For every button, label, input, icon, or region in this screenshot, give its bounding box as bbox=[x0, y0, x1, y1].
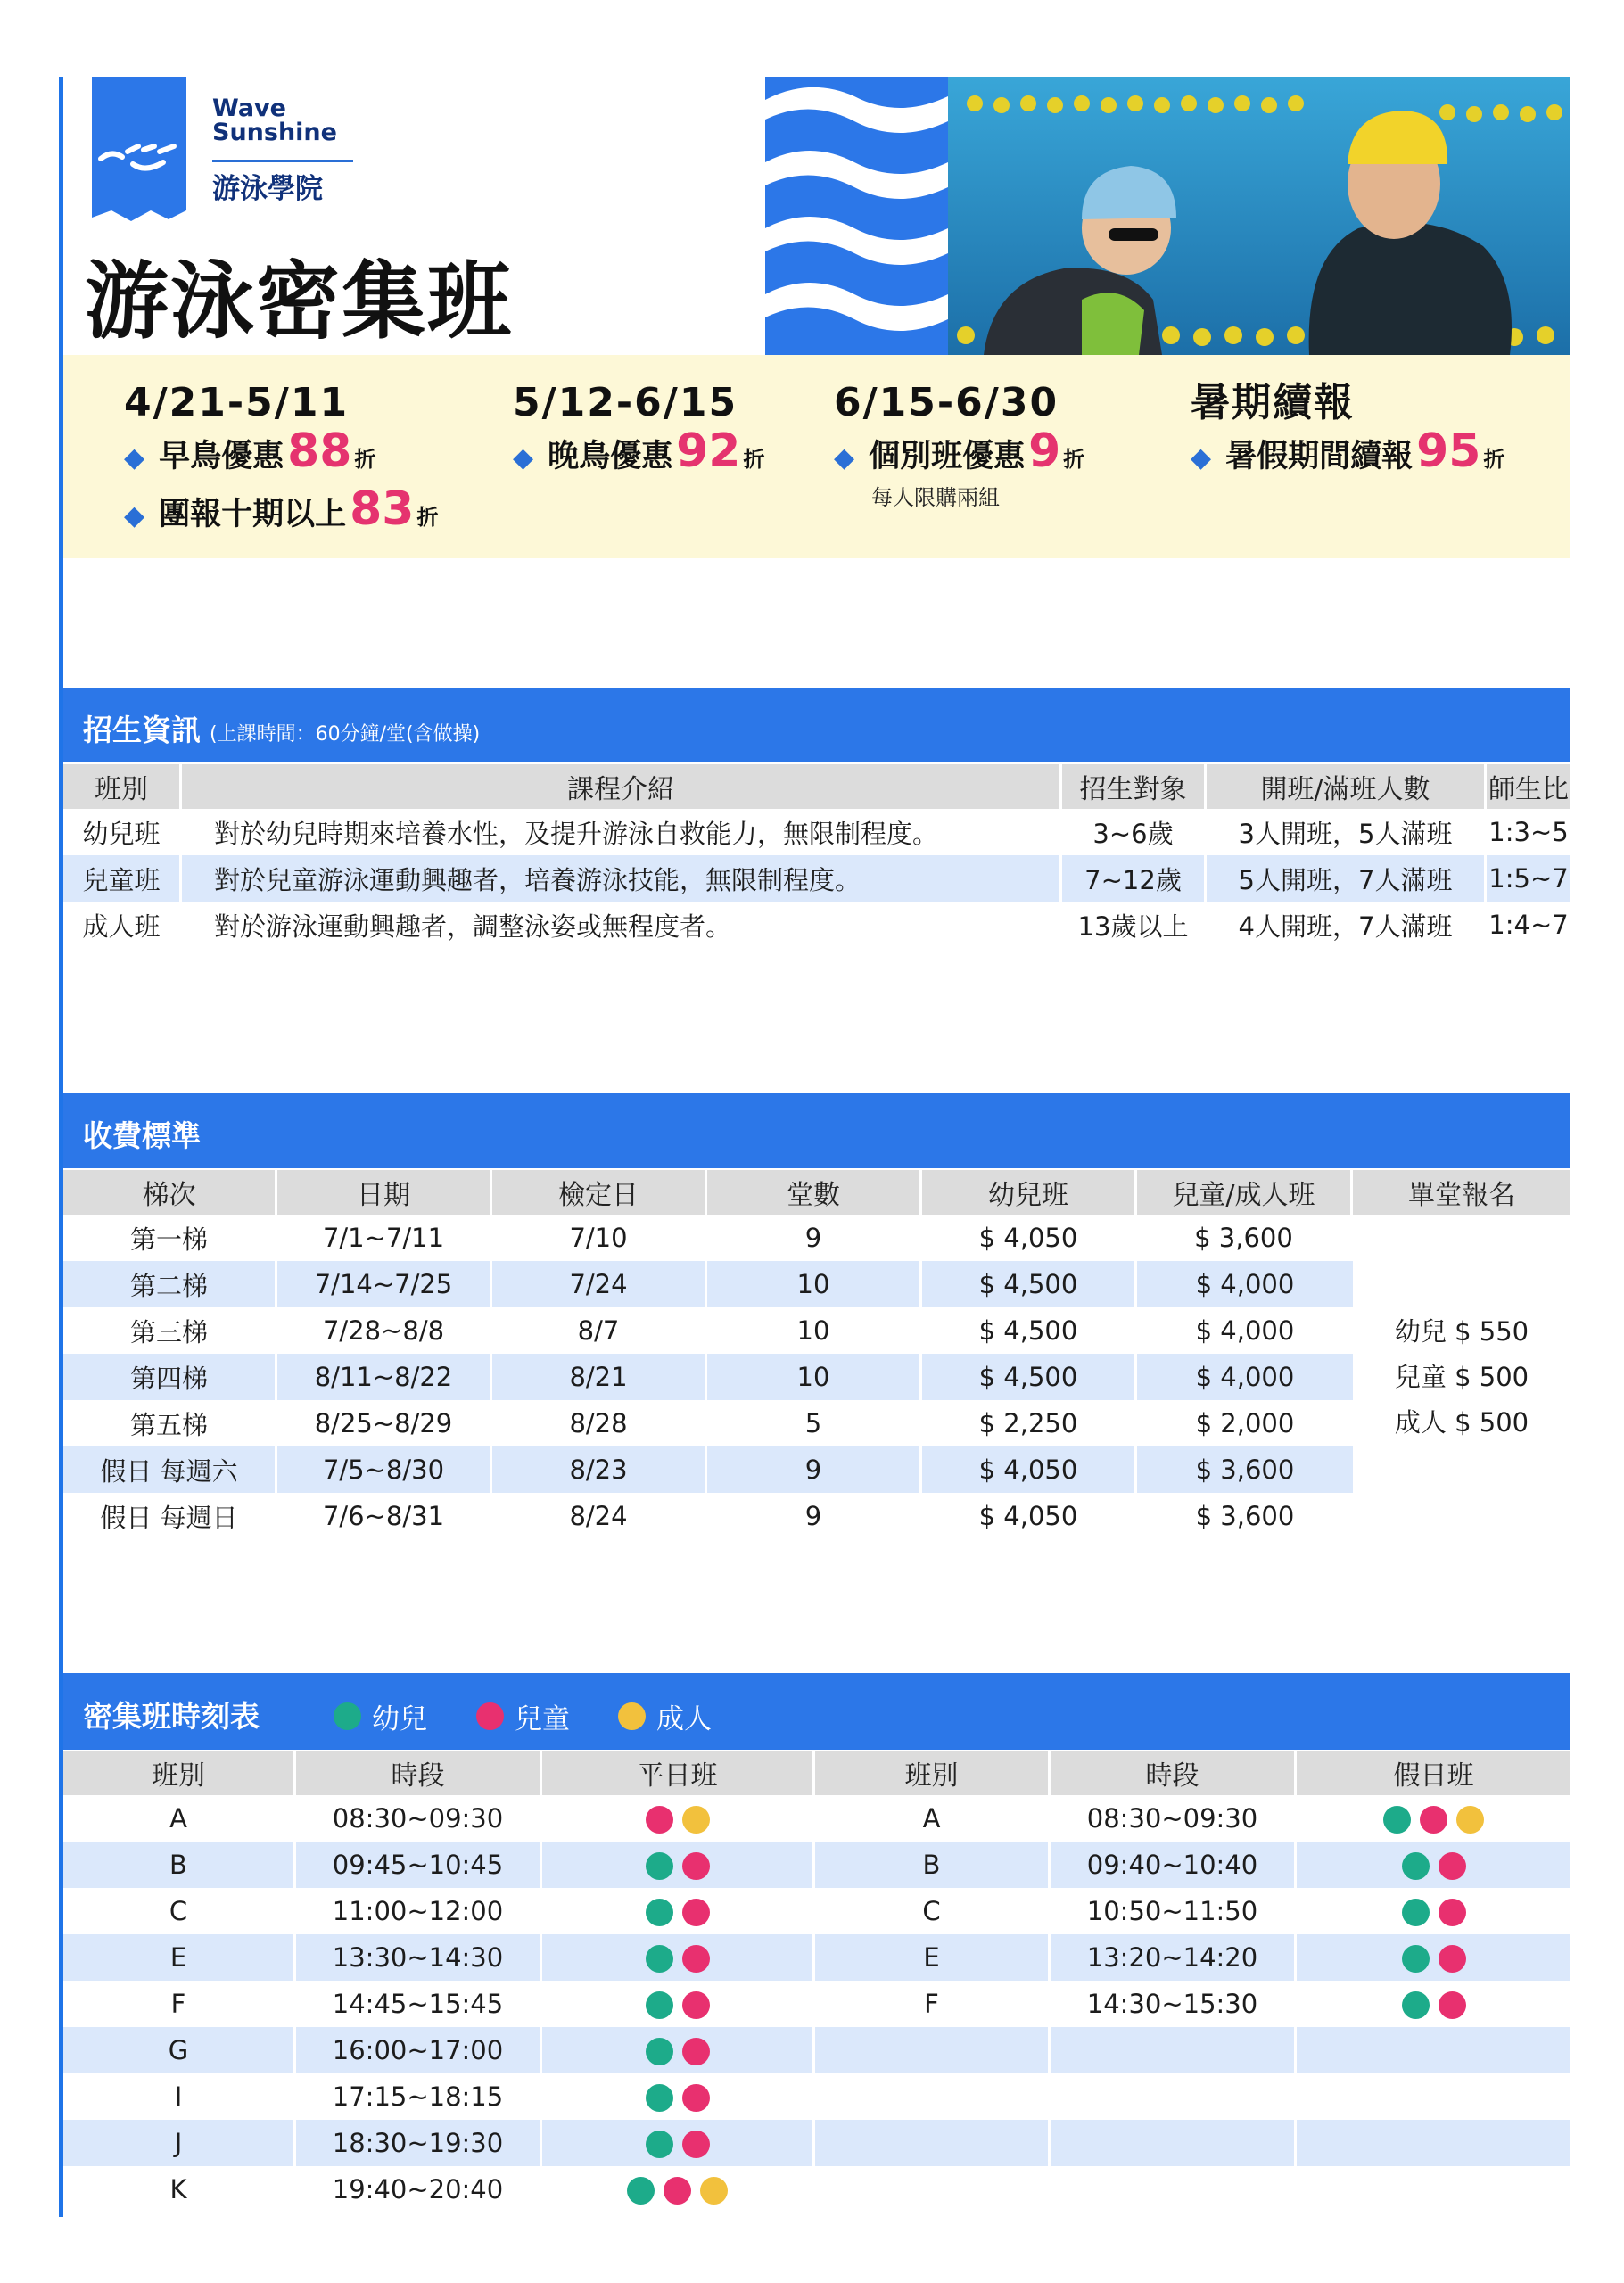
brand-subtitle: 游泳學院 bbox=[212, 173, 323, 205]
weekday-class: A bbox=[63, 1795, 296, 1842]
fee-sessions: 10 bbox=[707, 1354, 922, 1400]
table-row bbox=[63, 1795, 1570, 1842]
fee-test-day: 8/7 bbox=[492, 1307, 707, 1354]
table-row bbox=[63, 1493, 1570, 1539]
enroll-table bbox=[63, 764, 1570, 948]
promo-discount: 83 bbox=[350, 482, 415, 536]
promo-unit: 折 bbox=[1483, 447, 1505, 472]
promo-item bbox=[1191, 426, 1504, 484]
weekday-groups bbox=[542, 1981, 815, 2027]
table-row bbox=[63, 2166, 1570, 2213]
promo-item bbox=[124, 484, 438, 542]
adult-dot-icon bbox=[682, 1806, 710, 1834]
class-name: 兒童班 bbox=[63, 855, 182, 902]
child-dot-icon bbox=[682, 1945, 710, 1973]
table-row bbox=[63, 2073, 1570, 2120]
diamond-icon: ◆ bbox=[513, 442, 534, 474]
fee-sessions: 10 bbox=[707, 1261, 922, 1307]
fee-infant-price: $ 4,050 bbox=[922, 1446, 1137, 1493]
promo-item bbox=[834, 426, 1084, 484]
promo-summer-renewal bbox=[1191, 380, 1504, 484]
table-row bbox=[63, 1888, 1570, 1934]
column-header: 班別 bbox=[63, 764, 182, 809]
promo-range: 暑期續報 bbox=[1191, 380, 1355, 425]
infant-dot-icon bbox=[334, 1702, 361, 1730]
fee-dates: 8/25~8/29 bbox=[277, 1400, 492, 1446]
promo-discount: 95 bbox=[1416, 424, 1481, 478]
promo-label: 個別班優惠 bbox=[869, 439, 1026, 474]
class-ratio: 1:4~7 bbox=[1488, 910, 1569, 940]
child-dot-icon bbox=[682, 1899, 710, 1926]
column-header: 平日班 bbox=[542, 1751, 815, 1795]
weekend-class bbox=[815, 2027, 1051, 2073]
class-target: 3~6歲 bbox=[1062, 809, 1207, 855]
fee-child-adult-price: $ 4,000 bbox=[1137, 1261, 1353, 1307]
fees-section-header bbox=[63, 1093, 1570, 1168]
weekend-time: 14:30~15:30 bbox=[1051, 1981, 1297, 2027]
weekday-groups bbox=[542, 1934, 815, 1981]
weekend-class: E bbox=[815, 1934, 1051, 1981]
weekday-time: 08:30~09:30 bbox=[296, 1795, 542, 1842]
table-row bbox=[63, 2027, 1570, 2073]
promo-unit: 折 bbox=[416, 505, 439, 530]
weekday-time: 19:40~20:40 bbox=[296, 2166, 542, 2213]
page-title: 游泳密集班 bbox=[85, 253, 514, 350]
child-dot-icon bbox=[664, 2177, 691, 2205]
column-header: 招生對象 bbox=[1062, 764, 1207, 809]
weekend-time bbox=[1051, 2073, 1297, 2120]
enroll-section-header bbox=[63, 688, 1570, 762]
weekday-class: G bbox=[63, 2027, 296, 2073]
table-row bbox=[63, 1307, 1570, 1354]
adult-dot-icon bbox=[700, 2177, 728, 2205]
table-row bbox=[63, 2120, 1570, 2166]
weekday-class: E bbox=[63, 1934, 296, 1981]
weekend-class: F bbox=[815, 1981, 1051, 2027]
fee-batch: 第一梯 bbox=[63, 1215, 277, 1261]
column-header: 師生比 bbox=[1487, 764, 1570, 809]
diamond-icon: ◆ bbox=[124, 500, 145, 532]
weekend-groups bbox=[1297, 1795, 1570, 1842]
fee-batch: 第三梯 bbox=[63, 1307, 277, 1354]
column-header: 日期 bbox=[277, 1170, 492, 1215]
fee-dates: 7/1~7/11 bbox=[277, 1215, 492, 1261]
enroll-subtitle: (上課時間：60分鐘/堂(含做操) bbox=[210, 723, 481, 746]
diamond-icon: ◆ bbox=[1191, 442, 1212, 474]
promo-label: 團報十期以上 bbox=[159, 497, 347, 532]
fee-infant-price: $ 4,500 bbox=[922, 1261, 1137, 1307]
promo-unit: 折 bbox=[1063, 447, 1085, 472]
fee-child-adult-price: $ 2,000 bbox=[1195, 1408, 1295, 1438]
fee-dates: 8/11~8/22 bbox=[277, 1354, 492, 1400]
table-row bbox=[63, 1400, 1570, 1446]
fee-test-day: 8/24 bbox=[492, 1493, 707, 1539]
child-dot-icon bbox=[1420, 1806, 1447, 1834]
table-row bbox=[63, 902, 1570, 948]
child-dot-icon bbox=[1439, 1899, 1466, 1926]
table-header-row bbox=[63, 1751, 1570, 1795]
brand-divider bbox=[212, 160, 353, 162]
weekend-time bbox=[1051, 2027, 1297, 2073]
column-header: 檢定日 bbox=[492, 1170, 707, 1215]
fees-table bbox=[63, 1170, 1570, 1539]
class-target: 7~12歲 bbox=[1062, 855, 1207, 902]
child-dot-icon bbox=[682, 1852, 710, 1880]
fee-sessions: 5 bbox=[707, 1400, 922, 1446]
weekend-groups bbox=[1297, 1888, 1570, 1934]
legend-infant bbox=[334, 1696, 427, 1736]
legend-label: 兒童 bbox=[515, 1703, 570, 1735]
fee-test-day: 7/10 bbox=[492, 1215, 707, 1261]
infant-dot-icon bbox=[1402, 1945, 1430, 1973]
weekday-groups bbox=[542, 2120, 815, 2166]
adult-dot-icon bbox=[618, 1702, 646, 1730]
fee-child-adult-price: $ 4,000 bbox=[1137, 1354, 1353, 1400]
infant-dot-icon bbox=[1383, 1806, 1411, 1834]
child-dot-icon bbox=[1439, 1852, 1466, 1880]
class-ratio: 1:5~7 bbox=[1487, 855, 1570, 902]
table-header-row bbox=[63, 1170, 1570, 1215]
fee-sessions: 10 bbox=[707, 1307, 922, 1354]
legend-adult bbox=[618, 1696, 712, 1736]
fee-child-adult-price: $ 3,600 bbox=[1195, 1501, 1295, 1531]
weekday-time: 14:45~15:45 bbox=[296, 1981, 542, 2027]
column-header: 時段 bbox=[296, 1751, 542, 1795]
weekday-class: I bbox=[63, 2073, 296, 2120]
single-price-adult: 成人 $ 500 bbox=[1394, 1406, 1529, 1438]
column-header: 課程介紹 bbox=[182, 764, 1062, 809]
fee-infant-price: $ 2,250 bbox=[922, 1400, 1137, 1446]
schedule-section-header bbox=[63, 1673, 1570, 1750]
infant-dot-icon bbox=[646, 1945, 673, 1973]
fee-test-day: 8/21 bbox=[492, 1354, 707, 1400]
section-title bbox=[83, 707, 480, 749]
weekend-groups bbox=[1297, 1934, 1570, 1981]
infant-dot-icon bbox=[646, 2038, 673, 2065]
weekday-time: 09:45~10:45 bbox=[296, 1842, 542, 1888]
schedule-table bbox=[63, 1751, 1570, 2213]
infant-dot-icon bbox=[1402, 1899, 1430, 1926]
weekend-class bbox=[815, 2166, 1051, 2213]
column-header: 班別 bbox=[815, 1751, 1051, 1795]
fee-batch: 假日 每週六 bbox=[63, 1446, 277, 1493]
weekend-class bbox=[815, 2073, 1051, 2120]
wave-logo-icon bbox=[92, 77, 186, 227]
infant-dot-icon bbox=[646, 1899, 673, 1926]
fee-sessions: 9 bbox=[707, 1446, 922, 1493]
child-dot-icon bbox=[1439, 1945, 1466, 1973]
promo-band bbox=[63, 355, 1570, 558]
fee-infant-price: $ 4,050 bbox=[922, 1215, 1137, 1261]
single-price-child: 兒童 $ 500 bbox=[1394, 1361, 1529, 1392]
infant-dot-icon bbox=[646, 2131, 673, 2158]
fee-sessions: 9 bbox=[707, 1215, 922, 1261]
child-dot-icon bbox=[1439, 1991, 1466, 2019]
wave-pattern-graphic bbox=[765, 77, 948, 355]
column-header: 時段 bbox=[1051, 1751, 1297, 1795]
weekend-time: 10:50~11:50 bbox=[1051, 1888, 1297, 1934]
column-header: 開班/滿班人數 bbox=[1207, 764, 1487, 809]
infant-dot-icon bbox=[1402, 1991, 1430, 2019]
column-header: 堂數 bbox=[707, 1170, 922, 1215]
class-description: 對於兒童游泳運動興趣者，培養游泳技能，無限制程度。 bbox=[182, 855, 1062, 902]
child-dot-icon bbox=[476, 1702, 504, 1730]
promo-item bbox=[124, 426, 438, 484]
child-dot-icon bbox=[646, 1806, 673, 1834]
infant-dot-icon bbox=[646, 1852, 673, 1880]
weekend-time: 09:40~10:40 bbox=[1051, 1842, 1297, 1888]
class-name: 幼兒班 bbox=[63, 809, 182, 855]
column-header: 班別 bbox=[63, 1751, 296, 1795]
weekday-groups bbox=[542, 2027, 815, 2073]
schedule-title: 密集班時刻表 bbox=[83, 1699, 260, 1734]
child-dot-icon bbox=[682, 2131, 710, 2158]
weekend-groups bbox=[1297, 2073, 1570, 2120]
promo-unit: 折 bbox=[743, 447, 765, 472]
column-header: 單堂報名 bbox=[1353, 1170, 1570, 1215]
weekday-groups bbox=[542, 1795, 815, 1842]
column-header: 幼兒班 bbox=[922, 1170, 1137, 1215]
promo-discount: 92 bbox=[676, 424, 741, 478]
weekend-groups bbox=[1297, 1981, 1570, 2027]
weekday-groups bbox=[542, 2166, 815, 2213]
promo-label: 早鳥優惠 bbox=[159, 439, 284, 474]
weekend-time bbox=[1051, 2166, 1297, 2213]
weekday-time: 17:15~18:15 bbox=[296, 2073, 542, 2120]
table-row bbox=[63, 1354, 1570, 1400]
promo-label: 晚鳥優惠 bbox=[548, 439, 673, 474]
class-description: 對於游泳運動興趣者，調整泳姿或無程度者。 bbox=[182, 902, 1062, 948]
fee-dates: 7/14~7/25 bbox=[277, 1261, 492, 1307]
table-header-row bbox=[63, 764, 1570, 809]
class-target: 13歲以上 bbox=[1062, 902, 1207, 948]
promo-unit: 折 bbox=[354, 447, 376, 472]
weekday-time: 16:00~17:00 bbox=[296, 2027, 542, 2073]
fee-test-day: 8/23 bbox=[492, 1446, 707, 1493]
fee-child-adult-price: $ 3,600 bbox=[1137, 1446, 1353, 1493]
single-price-infant: 幼兒 $ 550 bbox=[1394, 1315, 1529, 1347]
fee-batch: 假日 每週日 bbox=[63, 1493, 277, 1539]
diamond-icon: ◆ bbox=[834, 442, 855, 474]
fee-batch: 第四梯 bbox=[63, 1354, 277, 1400]
diamond-icon: ◆ bbox=[124, 442, 145, 474]
fee-child-adult-price: $ 4,000 bbox=[1195, 1315, 1295, 1346]
weekend-time: 08:30~09:30 bbox=[1051, 1795, 1297, 1842]
table-row bbox=[63, 809, 1570, 855]
weekend-groups bbox=[1297, 2027, 1570, 2073]
weekday-time: 18:30~19:30 bbox=[296, 2120, 542, 2166]
table-row bbox=[63, 1446, 1570, 1493]
table-row bbox=[63, 1842, 1570, 1888]
child-dot-icon bbox=[682, 2084, 710, 2112]
class-size: 4人開班，7人滿班 bbox=[1207, 902, 1487, 948]
fee-dates: 7/5~8/30 bbox=[277, 1446, 492, 1493]
child-dot-icon bbox=[682, 1991, 710, 2019]
fee-test-day: 7/24 bbox=[492, 1261, 707, 1307]
fee-infant-price: $ 4,500 bbox=[922, 1307, 1137, 1354]
child-dot-icon bbox=[682, 2038, 710, 2065]
swim-lesson-photo bbox=[948, 77, 1570, 355]
fee-dates: 7/28~8/8 bbox=[277, 1307, 492, 1354]
promo-discount: 9 bbox=[1028, 424, 1061, 478]
weekday-class: K bbox=[63, 2166, 296, 2213]
weekend-groups bbox=[1297, 2166, 1570, 2213]
weekend-class: A bbox=[815, 1795, 1051, 1842]
column-header: 兒童/成人班 bbox=[1137, 1170, 1353, 1215]
weekday-class: F bbox=[63, 1981, 296, 2027]
class-size: 5人開班，7人滿班 bbox=[1207, 855, 1487, 902]
brand-name-line2: Sunshine bbox=[212, 119, 337, 146]
weekend-class bbox=[815, 2120, 1051, 2166]
promo-range: 6/15-6/30 bbox=[834, 380, 1059, 425]
schedule-rows bbox=[63, 1795, 1570, 2213]
legend-child bbox=[476, 1696, 570, 1736]
weekend-time bbox=[1051, 2120, 1297, 2166]
infant-dot-icon bbox=[646, 1991, 673, 2019]
column-header: 假日班 bbox=[1297, 1751, 1570, 1795]
weekday-class: J bbox=[63, 2120, 296, 2166]
table-row bbox=[63, 855, 1570, 902]
infant-dot-icon bbox=[627, 2177, 655, 2205]
single-session-prices bbox=[1353, 1215, 1570, 1539]
fee-batch: 第五梯 bbox=[63, 1400, 277, 1446]
weekday-groups bbox=[542, 1888, 815, 1934]
weekday-groups bbox=[542, 2073, 815, 2120]
weekend-time: 13:20~14:20 bbox=[1051, 1934, 1297, 1981]
weekend-class: B bbox=[815, 1842, 1051, 1888]
table-row bbox=[63, 1261, 1570, 1307]
promo-early-bird bbox=[124, 380, 438, 542]
table-row bbox=[63, 1934, 1570, 1981]
adult-dot-icon bbox=[1456, 1806, 1484, 1834]
promo-range: 4/21-5/11 bbox=[124, 380, 350, 425]
promo-note: 每人限購兩組 bbox=[871, 485, 1000, 510]
fee-child-adult-price: $ 3,600 bbox=[1137, 1215, 1353, 1261]
legend-label: 幼兒 bbox=[372, 1703, 427, 1735]
promo-late-bird bbox=[513, 380, 764, 484]
class-name: 成人班 bbox=[63, 902, 182, 948]
infant-dot-icon bbox=[646, 2084, 673, 2112]
brand-name-line1: Wave bbox=[212, 95, 286, 122]
promo-item bbox=[513, 426, 764, 484]
promo-range: 5/12-6/15 bbox=[513, 380, 738, 425]
table-row bbox=[63, 1981, 1570, 2027]
weekend-class: C bbox=[815, 1888, 1051, 1934]
infant-dot-icon bbox=[1402, 1852, 1430, 1880]
promo-discount: 88 bbox=[287, 424, 352, 478]
weekend-groups bbox=[1297, 1842, 1570, 1888]
enroll-title: 招生資訊 bbox=[83, 713, 201, 747]
column-header: 梯次 bbox=[63, 1170, 277, 1215]
weekday-time: 13:30~14:30 bbox=[296, 1934, 542, 1981]
weekday-groups bbox=[542, 1842, 815, 1888]
promo-individual bbox=[834, 380, 1084, 511]
table-row bbox=[63, 1215, 1570, 1261]
weekday-class: B bbox=[63, 1842, 296, 1888]
fee-sessions: 9 bbox=[707, 1493, 922, 1539]
class-ratio: 1:3~5 bbox=[1488, 817, 1569, 847]
fee-infant-price: $ 4,500 bbox=[922, 1354, 1137, 1400]
fees-title: 收費標準 bbox=[83, 1118, 201, 1153]
fee-infant-price: $ 4,050 bbox=[922, 1493, 1137, 1539]
class-size: 3人開班，5人滿班 bbox=[1207, 809, 1487, 855]
promo-label: 暑假期間續報 bbox=[1225, 439, 1414, 474]
class-description: 對於幼兒時期來培養水性，及提升游泳自救能力，無限制程度。 bbox=[182, 809, 1062, 855]
fee-test-day: 8/28 bbox=[492, 1400, 707, 1446]
fee-batch: 第二梯 bbox=[63, 1261, 277, 1307]
weekend-groups bbox=[1297, 2120, 1570, 2166]
fee-dates: 7/6~8/31 bbox=[277, 1493, 492, 1539]
weekday-class: C bbox=[63, 1888, 296, 1934]
weekday-time: 11:00~12:00 bbox=[296, 1888, 542, 1934]
legend-label: 成人 bbox=[656, 1703, 712, 1735]
